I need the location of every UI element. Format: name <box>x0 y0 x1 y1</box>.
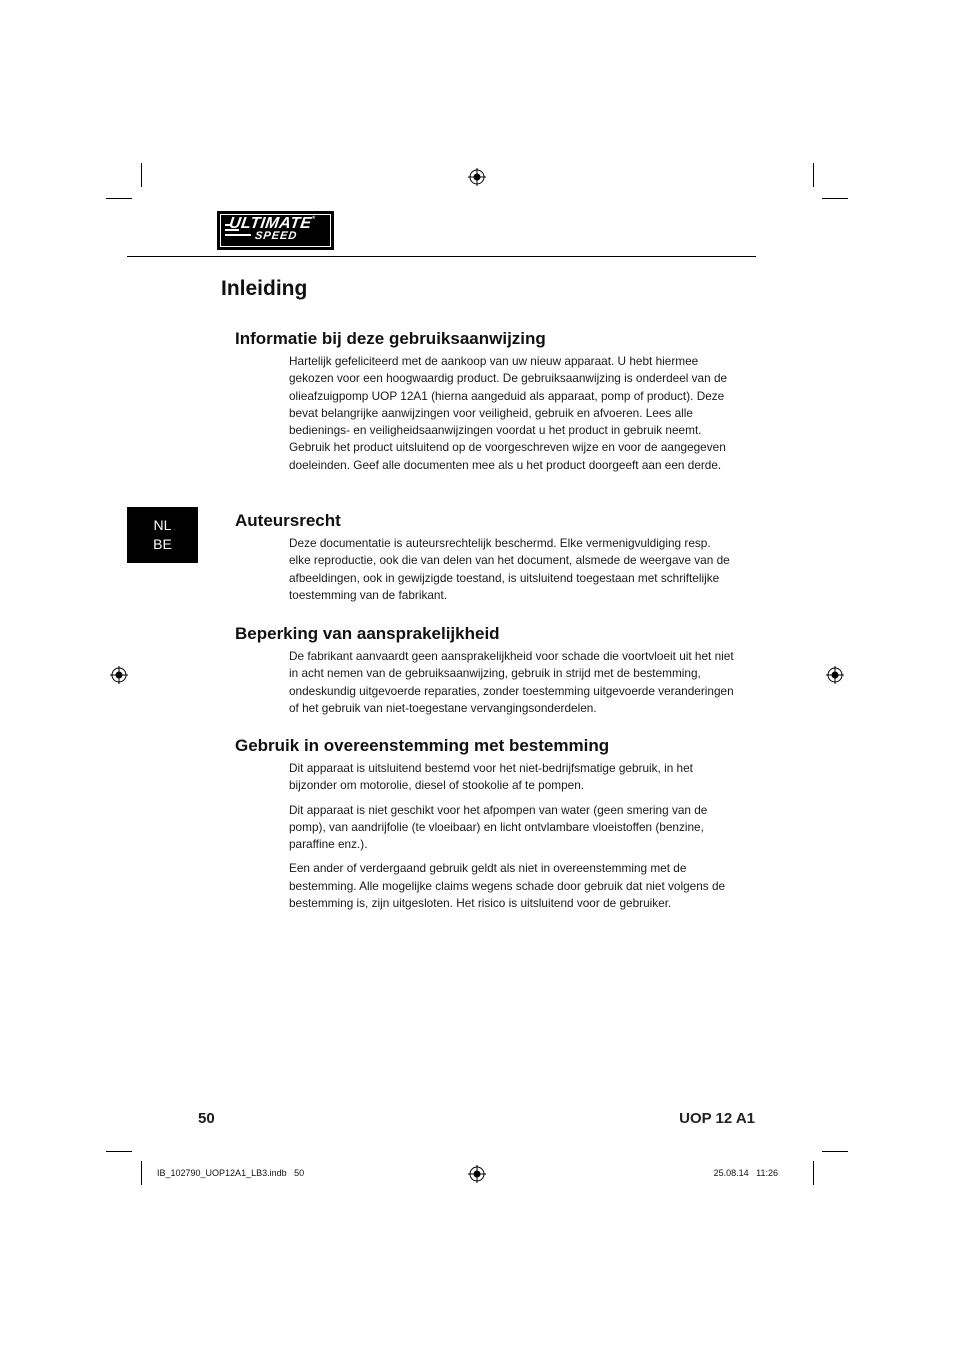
registration-mark-icon <box>468 168 486 186</box>
crop-mark <box>106 1151 132 1152</box>
section-paragraph: Dit apparaat is uitsluitend bestemd voor het niet-bedrijfsmatige gebruik, in het bijzonder om motorolie, diesel of stookolie af te pompen. <box>289 761 693 793</box>
crop-mark <box>813 163 814 187</box>
section-paragraph: Deze documentatie is auteursrechtelijk beschermd. Elke vermenigvuldiging resp. elke reproductie, ook die van delen van het document, alsmede de weergave van de afbeeldingen, ook in gewijzigde toestand, is uitsluitend toegestaan met schriftelijke toestemming van de fabrikant. <box>289 536 730 602</box>
section-paragraph: Dit apparaat is niet geschikt voor het afpompen van water (geen smering van de pomp), van aandrijfolie (te vloeibaar) en licht ontvlambare vloeistoffen (benzine, paraffine enz.). <box>289 802 708 852</box>
language-code-be: BE <box>153 536 172 552</box>
section-bestemming <box>235 735 735 919</box>
crop-mark <box>813 1161 814 1185</box>
logo-line-2: SPEED <box>254 230 299 242</box>
section-auteursrecht <box>235 510 735 611</box>
crop-mark <box>106 198 132 199</box>
model-number: UOP 12 A1 <box>679 1110 755 1127</box>
section-informatie <box>235 328 735 481</box>
page-number: 50 <box>198 1110 215 1127</box>
header-rule <box>127 256 756 257</box>
section-paragraph: Een ander of verdergaand gebruik geldt als niet in overeenstemming met de bestemming. Alle mogelijke claims wegens schade door gebruik dat niet volgens de bestemming is, zijn uitgesloten. Het risico is uitsluitend voor de gebruiker. <box>289 861 726 911</box>
section-heading: Beperking van aansprakelijkheid <box>235 624 500 643</box>
section-aansprakelijkheid <box>235 623 735 724</box>
brand-logo <box>217 211 334 250</box>
print-date-time: 25.08.14 11:26 <box>713 1168 778 1178</box>
crop-mark <box>822 198 848 199</box>
section-heading: Gebruik in overeenstemming met bestemming <box>235 736 610 755</box>
crop-mark <box>822 1151 848 1152</box>
logo-mark: * <box>312 214 316 224</box>
section-paragraph: Hartelijk gefeliciteerd met de aankoop van uw nieuw apparaat. U hebt hiermee gekozen voor een hoogwaardig product. De gebruiksaanwijzing is onderdeel van de olieafzuigpomp UOP 12A1 (hierna aangeduid als apparaat, pomp of product). Deze bevat belangrijke aanwijzingen voor veiligheid, gebruik en afvoeren. Lees alle bedienings- en veiligheidsaanwijzingen voordat u het product in gebruik neemt. Gebruik het product uitsluitend op de voorgeschreven wijze en voor de aangegeven doeleinden. Geef alle documenten mee als u het product doorgeeft aan een derde. <box>289 354 728 472</box>
page-title: Inleiding <box>221 277 308 300</box>
crop-mark <box>141 163 142 187</box>
logo-line-1: ULTIMATE <box>227 215 313 232</box>
section-heading: Auteursrecht <box>235 511 341 530</box>
registration-mark-icon <box>468 1165 486 1183</box>
language-tab <box>127 507 198 563</box>
registration-mark-icon <box>826 666 844 684</box>
language-code-nl: NL <box>153 517 172 533</box>
crop-mark <box>141 1161 142 1185</box>
section-heading: Informatie bij deze gebruiksaanwijzing <box>235 329 546 348</box>
print-file-name: IB_102790_UOP12A1_LB3.indb 50 <box>157 1168 305 1178</box>
registration-mark-icon <box>110 666 128 684</box>
section-paragraph: De fabrikant aanvaardt geen aansprakelijkheid voor schade die voortvloeit uit het niet in acht nemen van de gebruiksaanwijzing, gebruik in strijd met de bestemming, ondeskundig uitgevoerde reparaties, zonder toestemming uitgevoerde veranderingen of het gebruik van niet-toegestane vervangingsonderdelen. <box>289 649 734 715</box>
